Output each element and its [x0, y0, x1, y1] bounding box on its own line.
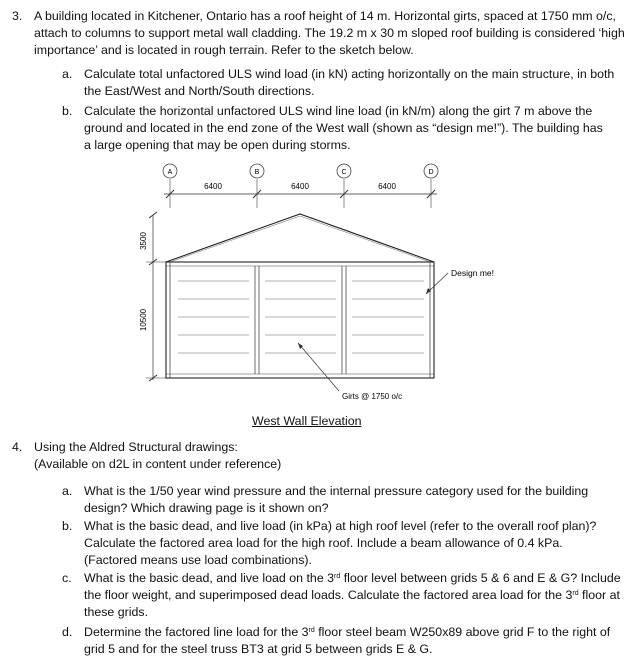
- question-4-intro-line2: (Available on d2L in content under reference): [34, 457, 282, 471]
- question-4b: [62, 518, 616, 569]
- grid-label-C: C: [341, 169, 347, 176]
- question-4a: [62, 483, 602, 517]
- grid-line-B: [250, 164, 264, 208]
- question-4b-label: b.: [62, 519, 73, 533]
- question-4b-text: What is the basic dead, and live load (in kPa) at high roof level (refer to the overall roof plan)? Calculate the factored area load for the high roof. Include a beam allowance of 0.4 kPa. (Factored means use load combinations).: [84, 519, 597, 567]
- girts: [178, 281, 424, 353]
- girts-spacing-label: Girts @ 1750 o/c: [342, 392, 403, 401]
- design-me-label: Design me!: [451, 268, 494, 278]
- grid-label-B: B: [254, 169, 260, 176]
- wall-height-dim: 10500: [139, 308, 148, 332]
- question-4-intro-line1: Using the Aldred Structural drawings:: [34, 440, 238, 454]
- question-4a-label: a.: [62, 484, 73, 498]
- question-3a-label: a.: [62, 67, 73, 81]
- question-3-intro: A building located in Kitchener, Ontario has a roof height of 14 m. Horizontal girts, spaced at 1750 mm o/c, attach to columns to support metal wall cladding. The 19.2 m x 30 m sloped roof building is considered ‘high importance’ and is located in rough terrain. Refer to the sketch below.: [34, 9, 625, 57]
- design-me-callout: [426, 268, 494, 294]
- grid-line-A: [163, 164, 177, 208]
- figure-caption: West Wall Elevation: [252, 414, 362, 428]
- question-4: [12, 439, 626, 473]
- question-4d-label: d.: [62, 625, 73, 639]
- question-3b-text: Calculate the horizontal unfactored ULS wind line load (in kN/m) along the girt 7 m above the ground and located in the end zone of the West wall (shown as “design me!”). The building has a large opening that may be open during storms.: [84, 104, 603, 152]
- height-dimension-line: [139, 212, 168, 381]
- question-4c-text: What is the basic dead, and live load on the 3rd floor level between grids 5 & 6 and E & G? Include the floor weight, and superimposed dead loads. Calculate the factored area load for the 3rd floor at these grids.: [84, 571, 621, 619]
- grid-label-D: D: [428, 169, 434, 176]
- grid-label-A: A: [167, 169, 173, 176]
- grid-line-C: [337, 164, 351, 208]
- question-4a-text: What is the 1/50 year wind pressure and the internal pressure category used for the building design? Which drawing page is it shown on?: [84, 484, 589, 515]
- question-4-number: 4.: [12, 440, 23, 454]
- question-4d: [62, 624, 622, 658]
- question-4d-text: Determine the factored line load for the 3rd floor steel beam W250x89 above grid F to the right of grid 5 and for the steel truss BT3 at grid 5 between grids E & G.: [84, 625, 611, 656]
- girts-callout: [298, 343, 402, 401]
- bay-dim-2: 6400: [291, 182, 309, 191]
- bay-dim-1: 6400: [204, 182, 222, 191]
- question-3-number: 3.: [12, 9, 23, 23]
- question-3a-text: Calculate total unfactored ULS wind load (in kN) acting horizontally on the main structure, in both the East/West and North/South directions.: [84, 67, 615, 98]
- wall-outline: [166, 262, 434, 378]
- grid-line-D: [424, 164, 438, 208]
- question-4c-label: c.: [62, 571, 72, 585]
- roof-height-dim: 3500: [139, 232, 148, 250]
- roof-outline: [166, 214, 434, 262]
- question-3b-label: b.: [62, 104, 73, 118]
- bay-dim-3: 6400: [378, 182, 396, 191]
- bay-dimension-line: [164, 182, 437, 198]
- question-4c: [62, 570, 622, 621]
